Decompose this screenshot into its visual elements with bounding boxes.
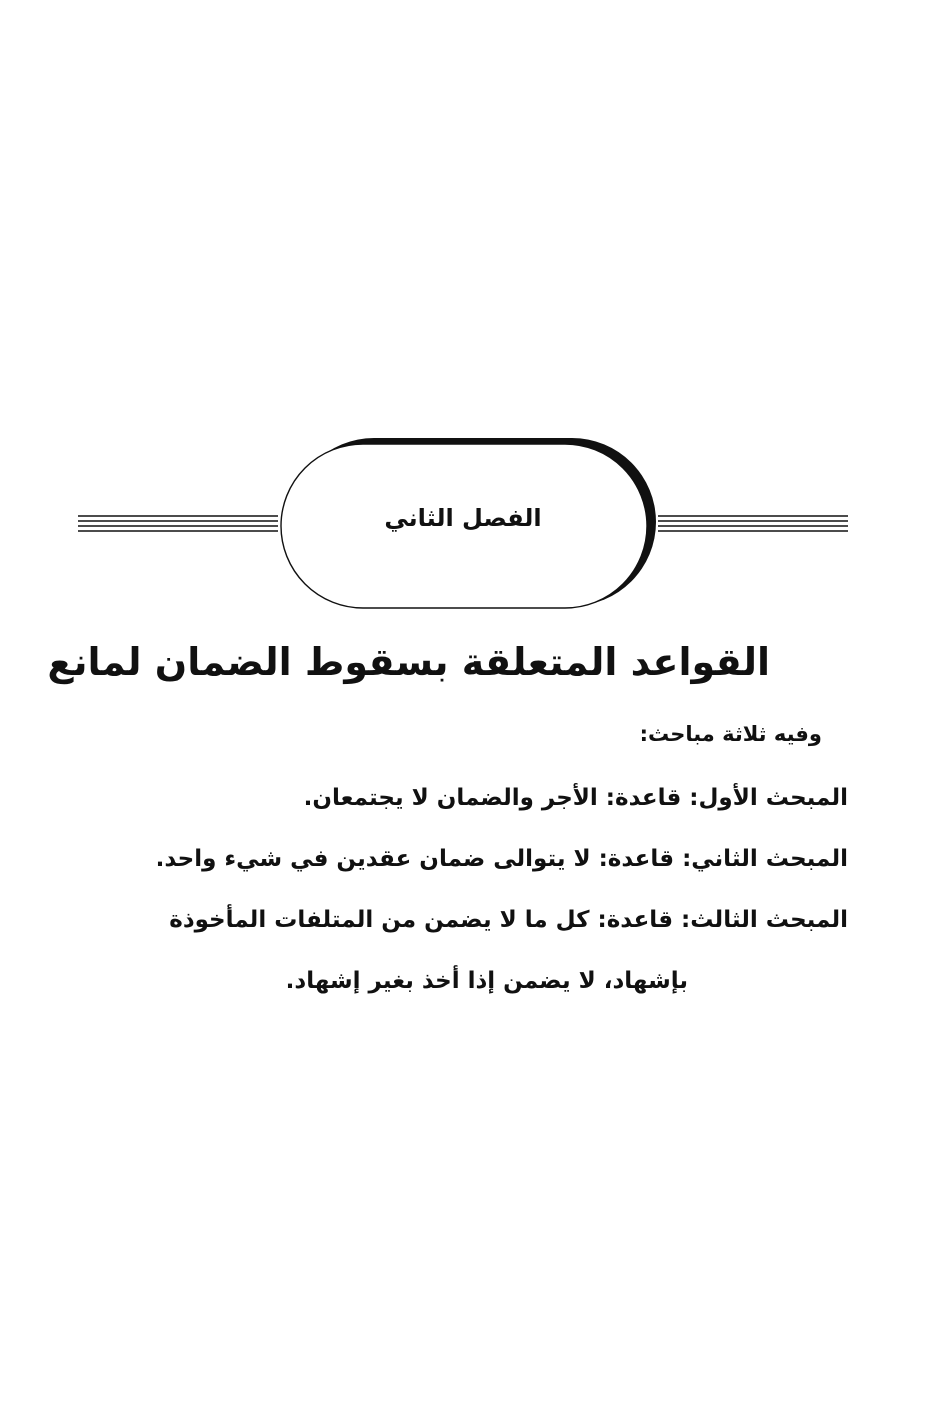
section-item xyxy=(108,890,848,1012)
chapter-title: القواعد المتعلقة بسقوط الضمان لمانع xyxy=(47,640,770,684)
section-item xyxy=(108,768,848,829)
section-text-continuation: بإشهاد، لا يضمن إذا أخذ بغير إشهاد. xyxy=(285,968,688,994)
section-text: المبحث الثاني: قاعدة: لا يتوالى ضمان عقدين في شيء واحد. xyxy=(155,846,848,872)
section-item xyxy=(108,829,848,890)
chapter-intro: وفيه ثلاثة مباحث: xyxy=(639,722,822,746)
section-text: المبحث الثالث: قاعدة: كل ما لا يضمن من المتلفات المأخوذة xyxy=(169,907,848,933)
sections-list xyxy=(108,768,848,1012)
chapter-heading-frame xyxy=(78,432,848,614)
chapter-label: الفصل الثاني xyxy=(384,504,542,532)
section-text: المبحث الأول: قاعدة: الأجر والضمان لا يجتمعان. xyxy=(303,785,848,811)
